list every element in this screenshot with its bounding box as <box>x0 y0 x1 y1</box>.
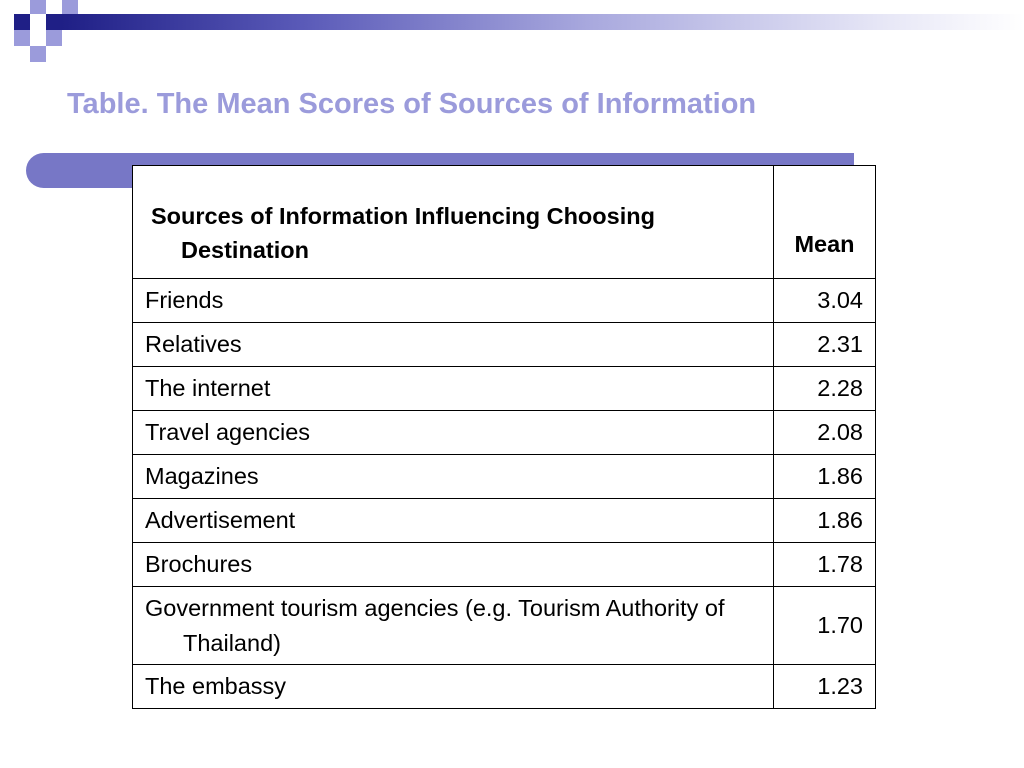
table-header-row <box>133 166 876 279</box>
mean-scores-table <box>132 165 876 709</box>
decor-square-light-4 <box>30 46 46 62</box>
mean-cell: 2.28 <box>773 367 875 411</box>
mean-cell: 2.31 <box>773 323 875 367</box>
mean-cell: 1.70 <box>773 587 875 665</box>
source-cell: Relatives <box>133 323 774 367</box>
table-row <box>133 279 876 323</box>
mean-cell: 1.86 <box>773 455 875 499</box>
source-cell: The internet <box>133 367 774 411</box>
mean-cell: 2.08 <box>773 411 875 455</box>
source-cell: Brochures <box>133 543 774 587</box>
decor-square-navy-2 <box>46 14 62 30</box>
source-cell: The embassy <box>133 665 774 709</box>
source-cell: Advertisement <box>133 499 774 543</box>
header-gradient-bar <box>62 14 1024 30</box>
table-row <box>133 411 876 455</box>
header-mean: Mean <box>773 166 875 279</box>
mean-cell: 3.04 <box>773 279 875 323</box>
table-row <box>133 543 876 587</box>
mean-cell: 1.86 <box>773 499 875 543</box>
decor-square-light-3 <box>14 30 30 46</box>
source-cell <box>133 587 774 665</box>
decor-square-navy-1 <box>14 14 30 30</box>
header-sources <box>133 166 774 279</box>
decor-square-light-2 <box>62 0 78 14</box>
source-cell: Magazines <box>133 455 774 499</box>
mean-cell: 1.78 <box>773 543 875 587</box>
mean-cell: 1.23 <box>773 665 875 709</box>
table-row <box>133 499 876 543</box>
decor-square-light-5 <box>46 30 62 46</box>
table-row <box>133 455 876 499</box>
header-sources-label: Sources of Information Influencing Choosing Destination <box>151 203 655 263</box>
decor-square-light-1 <box>30 0 46 14</box>
table-row <box>133 587 876 665</box>
table-row <box>133 367 876 411</box>
source-cell: Travel agencies <box>133 411 774 455</box>
slide-title: Table. The Mean Scores of Sources of Information <box>67 88 757 120</box>
source-cell-text: Government tourism agencies (e.g. Tourism Authority of Thailand) <box>145 594 725 656</box>
source-cell: Friends <box>133 279 774 323</box>
table-row <box>133 323 876 367</box>
table-row <box>133 665 876 709</box>
